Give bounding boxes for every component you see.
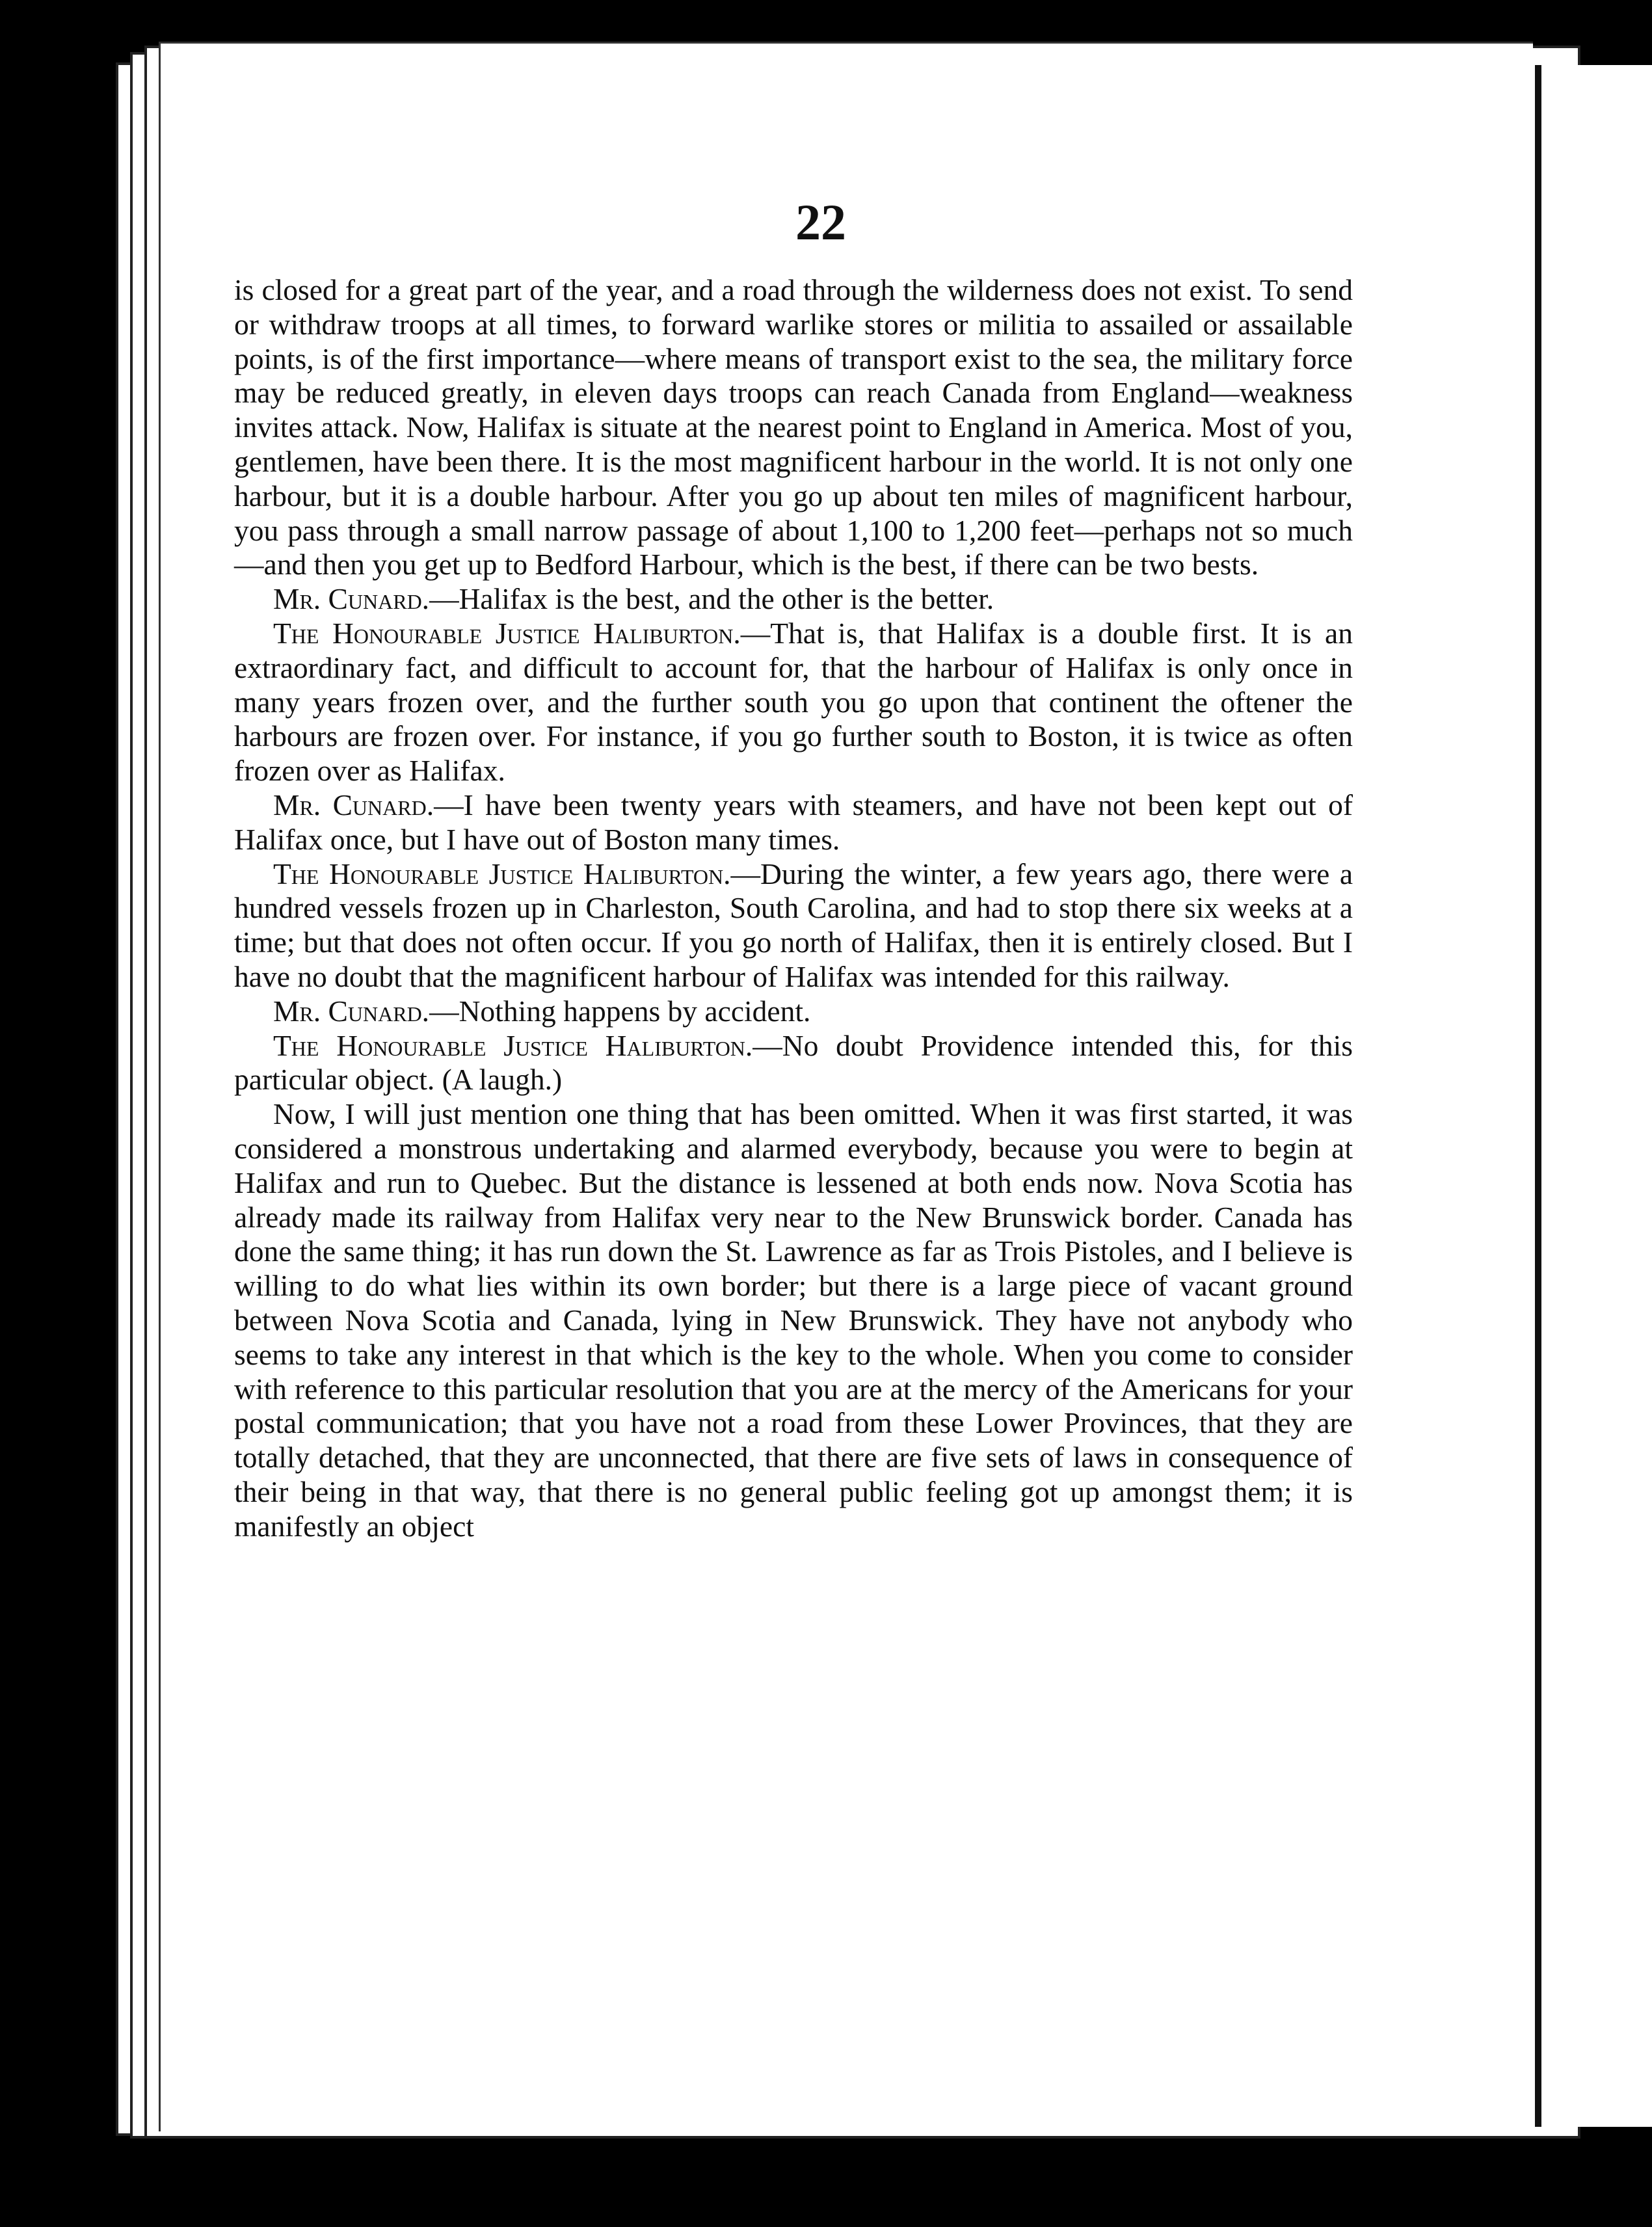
paragraph — [234, 1097, 1353, 1543]
speaker-name: The Honourable Justice Haliburton. — [273, 616, 741, 650]
paragraph-text: —Nothing happens by accident. — [429, 994, 811, 1028]
speaker-name: Mr. Cunard. — [273, 582, 430, 616]
speaker-name: Mr. Cunard. — [273, 994, 430, 1028]
speaker-name: The Honourable Justice Haliburton. — [273, 1028, 753, 1062]
paragraph — [234, 857, 1353, 994]
paragraph — [234, 788, 1353, 857]
paragraph — [234, 582, 1353, 617]
adjacent-page-edge — [1535, 65, 1652, 2127]
page-number: 22 — [795, 194, 846, 250]
paragraph-text: is closed for a great part of the year, and a road through the wilderness does not exist. To send or withdraw troops at all times, to forward warlike stores or militia to assailed or assailable points, is of the first importance—where means of transport exist to the sea, the military force may be reduced greatly, in eleven days troops can reach Canada from England—weakness invites attack. Now, Halifax is situate at the nearest point to England in America. Most of you, gentlemen, have been there. It is the most magnificent harbour in the world. It is not only one harbour, but it is a double harbour. After you go up about ten miles of magnificent harbour, you pass through a small narrow passage of about 1,100 to 1,200 feet—perhaps not so much—and then you get up to Bedford Harbour, which is the best, if there can be two bests. — [234, 273, 1353, 581]
paragraph-text: —That is, that Halifax is a double first. It is an extraordinary fact, and difficult to account for, that the harbour of Halifax is only once in many years frozen over, and the further south you go upon that continent the oftener the harbours are frozen over. For instance, if you go further south to Boston, it is twice as often frozen over as Halifax. — [234, 616, 1353, 788]
speaker-name: The Honourable Justice Haliburton. — [273, 857, 731, 890]
paragraph — [234, 273, 1353, 582]
body-text — [234, 273, 1353, 1543]
speaker-name: Mr. Cunard. — [273, 788, 434, 821]
paragraph — [234, 994, 1353, 1029]
paragraph-text: —No doubt Providence intended this, for this particular object. (A laugh.) — [234, 1028, 1353, 1097]
paragraph-text: Now, I will just mention one thing that has been omitted. When it was first started, it was considered a monstrous undertaking and alarmed everybody, because you were to begin at Halifax and run to Quebec. But the distance is lessened at both ends now. Nova Scotia has already made its railway from Halifax very near to the New Brunswick border. Canada has done the same thing; it has run down the St. Lawrence as far as Trois Pistoles, and I believe is willing to do what lies within its own border; but there is a large piece of vacant ground between Nova Scotia and Canada, lying in New Brunswick. They have not anybody who seems to take any interest in that which is the key to the whole. When you come to consider with reference to this particular resolution that you are at the mercy of the Americans for your postal communication; that you have not a road from these Lower Provinces, that they are totally detached, that they are unconnected, that there are five sets of laws in consequence of their being in that way, that there is no general public feeling got up amongst them; it is manifestly an object — [234, 1097, 1353, 1543]
paragraph-text: —I have been twenty years with steamers, and have not been kept out of Halifax once, but I have out of Boston many times. — [234, 788, 1353, 856]
paragraph-text: —Halifax is the best, and the other is the better. — [429, 582, 994, 616]
paragraph — [234, 617, 1353, 788]
paragraph — [234, 1029, 1353, 1098]
paragraph-text: —During the winter, a few years ago, there were a hundred vessels frozen up in Charleston, South Carolina, and had to stop there six weeks at a time; but that does not often occur. If you go north of Halifax, then it is entirely closed. But I have no doubt that the magnificent harbour of Halifax was intended for this railway. — [234, 857, 1353, 993]
